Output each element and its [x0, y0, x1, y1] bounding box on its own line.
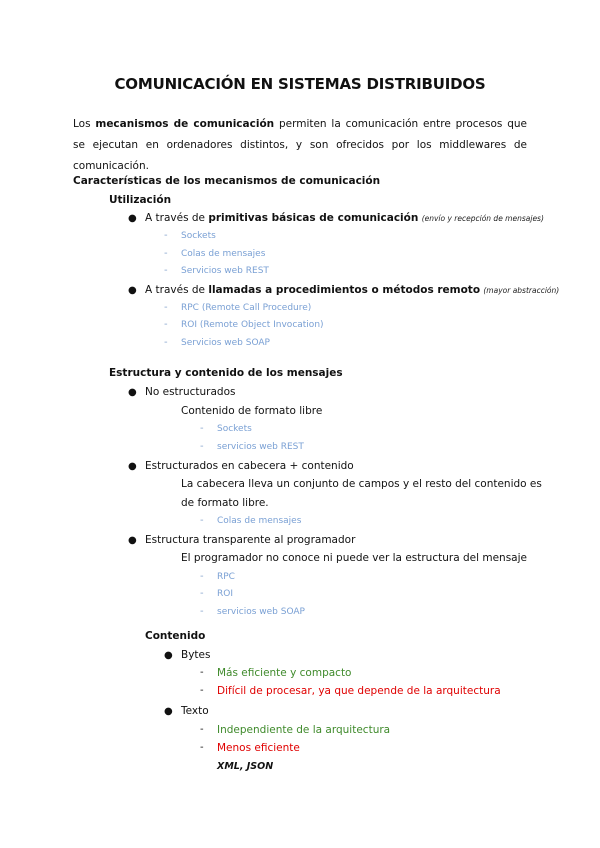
- dash-icon: -: [164, 265, 168, 276]
- list-item: ROI (Remote Object Invocation): [181, 320, 324, 330]
- dash-icon: -: [200, 423, 204, 434]
- bullet-icon: ●: [128, 535, 137, 546]
- list-item: Colas de mensajes: [217, 516, 302, 526]
- list-item: Servicios web SOAP: [181, 338, 270, 348]
- subheading-contenido: Contenido: [145, 630, 206, 642]
- dash-icon: -: [164, 302, 168, 313]
- bullet-primitivas-bold: primitivas básicas de comunicación: [208, 212, 419, 224]
- bullet-no-estructurados: No estructurados: [145, 386, 236, 398]
- bullet-texto: Texto: [181, 705, 209, 717]
- list-item: Sockets: [181, 231, 216, 241]
- list-item: ROI: [217, 589, 233, 599]
- bullet-bytes: Bytes: [181, 649, 211, 661]
- desc-cabecera-line1: La cabecera lleva un conjunto de campos y el resto del contenido es: [181, 478, 542, 490]
- intro-paragraph: [73, 114, 527, 177]
- texto-formats: XML, JSON: [217, 761, 274, 772]
- bullet-icon: ●: [128, 461, 137, 472]
- page-title: COMUNICACIÓN EN SISTEMAS DISTRIBUIDOS: [114, 75, 486, 93]
- subheading-utilizacion: Utilización: [109, 194, 172, 206]
- bullet-llamadas-bold: llamadas a procedimientos o métodos remoto: [208, 284, 481, 296]
- bytes-con: Difícil de procesar, ya que depende de la arquitectura: [217, 685, 501, 697]
- intro-post: permiten la comunicación entre procesos que se ejecutan en ordenadores distintos, y son ofrecidos por los middlewares de comunicación.: [73, 118, 527, 172]
- bullet-icon: ●: [128, 387, 137, 398]
- dash-icon: -: [164, 337, 168, 348]
- desc-transparente: El programador no conoce ni puede ver la estructura del mensaje: [181, 552, 527, 564]
- intro-pre: Los: [73, 118, 96, 130]
- list-item: servicios web REST: [217, 442, 304, 452]
- bullet-icon: ●: [128, 213, 137, 224]
- subheading-estructura: Estructura y contenido de los mensajes: [109, 367, 343, 379]
- bullet-llamadas: [145, 284, 559, 296]
- intro-bold: mecanismos de comunicación: [95, 118, 275, 130]
- dash-icon: -: [200, 724, 204, 735]
- list-item: Sockets: [217, 424, 252, 434]
- dash-icon: -: [164, 319, 168, 330]
- dash-icon: -: [200, 685, 204, 696]
- bullet-icon: ●: [164, 650, 173, 661]
- dash-icon: -: [164, 230, 168, 241]
- dash-icon: -: [164, 248, 168, 259]
- list-item: RPC (Remote Call Procedure): [181, 303, 312, 313]
- section-heading-caracteristicas: Características de los mecanismos de comunicación: [73, 175, 381, 187]
- dash-icon: -: [200, 441, 204, 452]
- desc-no-estructurados: Contenido de formato libre: [181, 405, 323, 417]
- bullet-llamadas-note: (mayor abstracción): [483, 286, 560, 295]
- bullet-llamadas-pre: A través de: [145, 284, 209, 296]
- bullet-transparente: Estructura transparente al programador: [145, 534, 356, 546]
- list-item: Servicios web REST: [181, 266, 269, 276]
- dash-icon: -: [200, 742, 204, 753]
- bytes-pro: Más eficiente y compacto: [217, 667, 352, 679]
- desc-cabecera-line2: de formato libre.: [181, 497, 269, 509]
- dash-icon: -: [200, 515, 204, 526]
- bullet-icon: ●: [128, 285, 137, 296]
- dash-icon: -: [200, 588, 204, 599]
- list-item: Colas de mensajes: [181, 249, 266, 259]
- bullet-cabecera: Estructurados en cabecera + contenido: [145, 460, 354, 472]
- dash-icon: -: [200, 571, 204, 582]
- list-item: servicios web SOAP: [217, 607, 305, 617]
- list-item: RPC: [217, 572, 235, 582]
- dash-icon: -: [200, 667, 204, 678]
- texto-con: Menos eficiente: [217, 742, 300, 754]
- bullet-primitivas: [145, 212, 544, 224]
- bullet-primitivas-note: (envío y recepción de mensajes): [421, 214, 544, 223]
- bullet-icon: ●: [164, 706, 173, 717]
- texto-pro: Independiente de la arquitectura: [217, 724, 391, 736]
- dash-icon: -: [200, 606, 204, 617]
- bullet-primitivas-pre: A través de: [145, 212, 209, 224]
